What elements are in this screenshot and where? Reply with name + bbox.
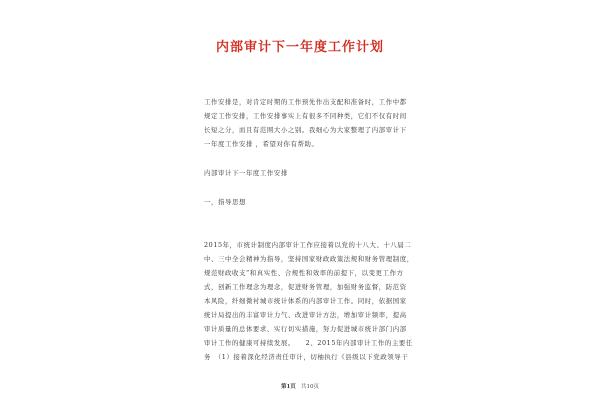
body-line-8: 审计工作的健康可持续发展。 2、2015年内部审计工作的主要任 xyxy=(204,339,413,347)
body-line-2: 中、三中全会精神为指导，坚持国家财政政策法规和财务管理制度， xyxy=(204,255,414,263)
intro-line-1: 工作安排是，对肯定时期的工作预先作出支配和准备时，工作中都 xyxy=(204,98,407,106)
page-footer xyxy=(0,382,600,390)
body-line-4: 式，创新工作理念为理念，促进财务管理，加强财务监督，防范资 xyxy=(204,283,407,291)
section-1-heading: 一，指导思想 xyxy=(204,198,246,206)
body-line-6: 统计局提出的丰富审计力气、改进审计方法，增加审计频率，提高 xyxy=(204,311,407,319)
section-subtitle: 内部审计下一年度工作安排 xyxy=(204,169,288,177)
document-title: 内部审计下一年度工作计划 xyxy=(215,40,384,55)
intro-line-3: 长短之分，而且有范围大小之别。我细心为大家整理了内部审计下 xyxy=(204,126,407,134)
body-line-3: 规范财政收支”和真实性、合规性和效率的前提下，以变更工作方 xyxy=(204,269,404,277)
body-line-1: 2015年，市统计制度内部审计工作应接着以党的十八大、十八届二 xyxy=(204,241,412,249)
page-total: 共10页 xyxy=(301,384,320,390)
body-line-5: 本风险，纤细微衬城市统计体系的内部审计工作。同时，依据国家 xyxy=(204,297,407,305)
body-line-9: 务 （1）接着深化经济责任审计，切柚执行《县级以下党政领导干 xyxy=(204,353,409,361)
body-line-7: 审计质量的总体要求、实行切实措施，努力促进城市统计部门内部 xyxy=(204,325,407,333)
intro-line-2: 规定工作安排，工作安排事实上有很多不同种类，它们不仅有时间 xyxy=(204,112,407,120)
intro-line-4: 一年度工作安排 ，希望对你有帮助。 xyxy=(204,140,319,148)
page-number: 第1页 xyxy=(280,384,296,390)
